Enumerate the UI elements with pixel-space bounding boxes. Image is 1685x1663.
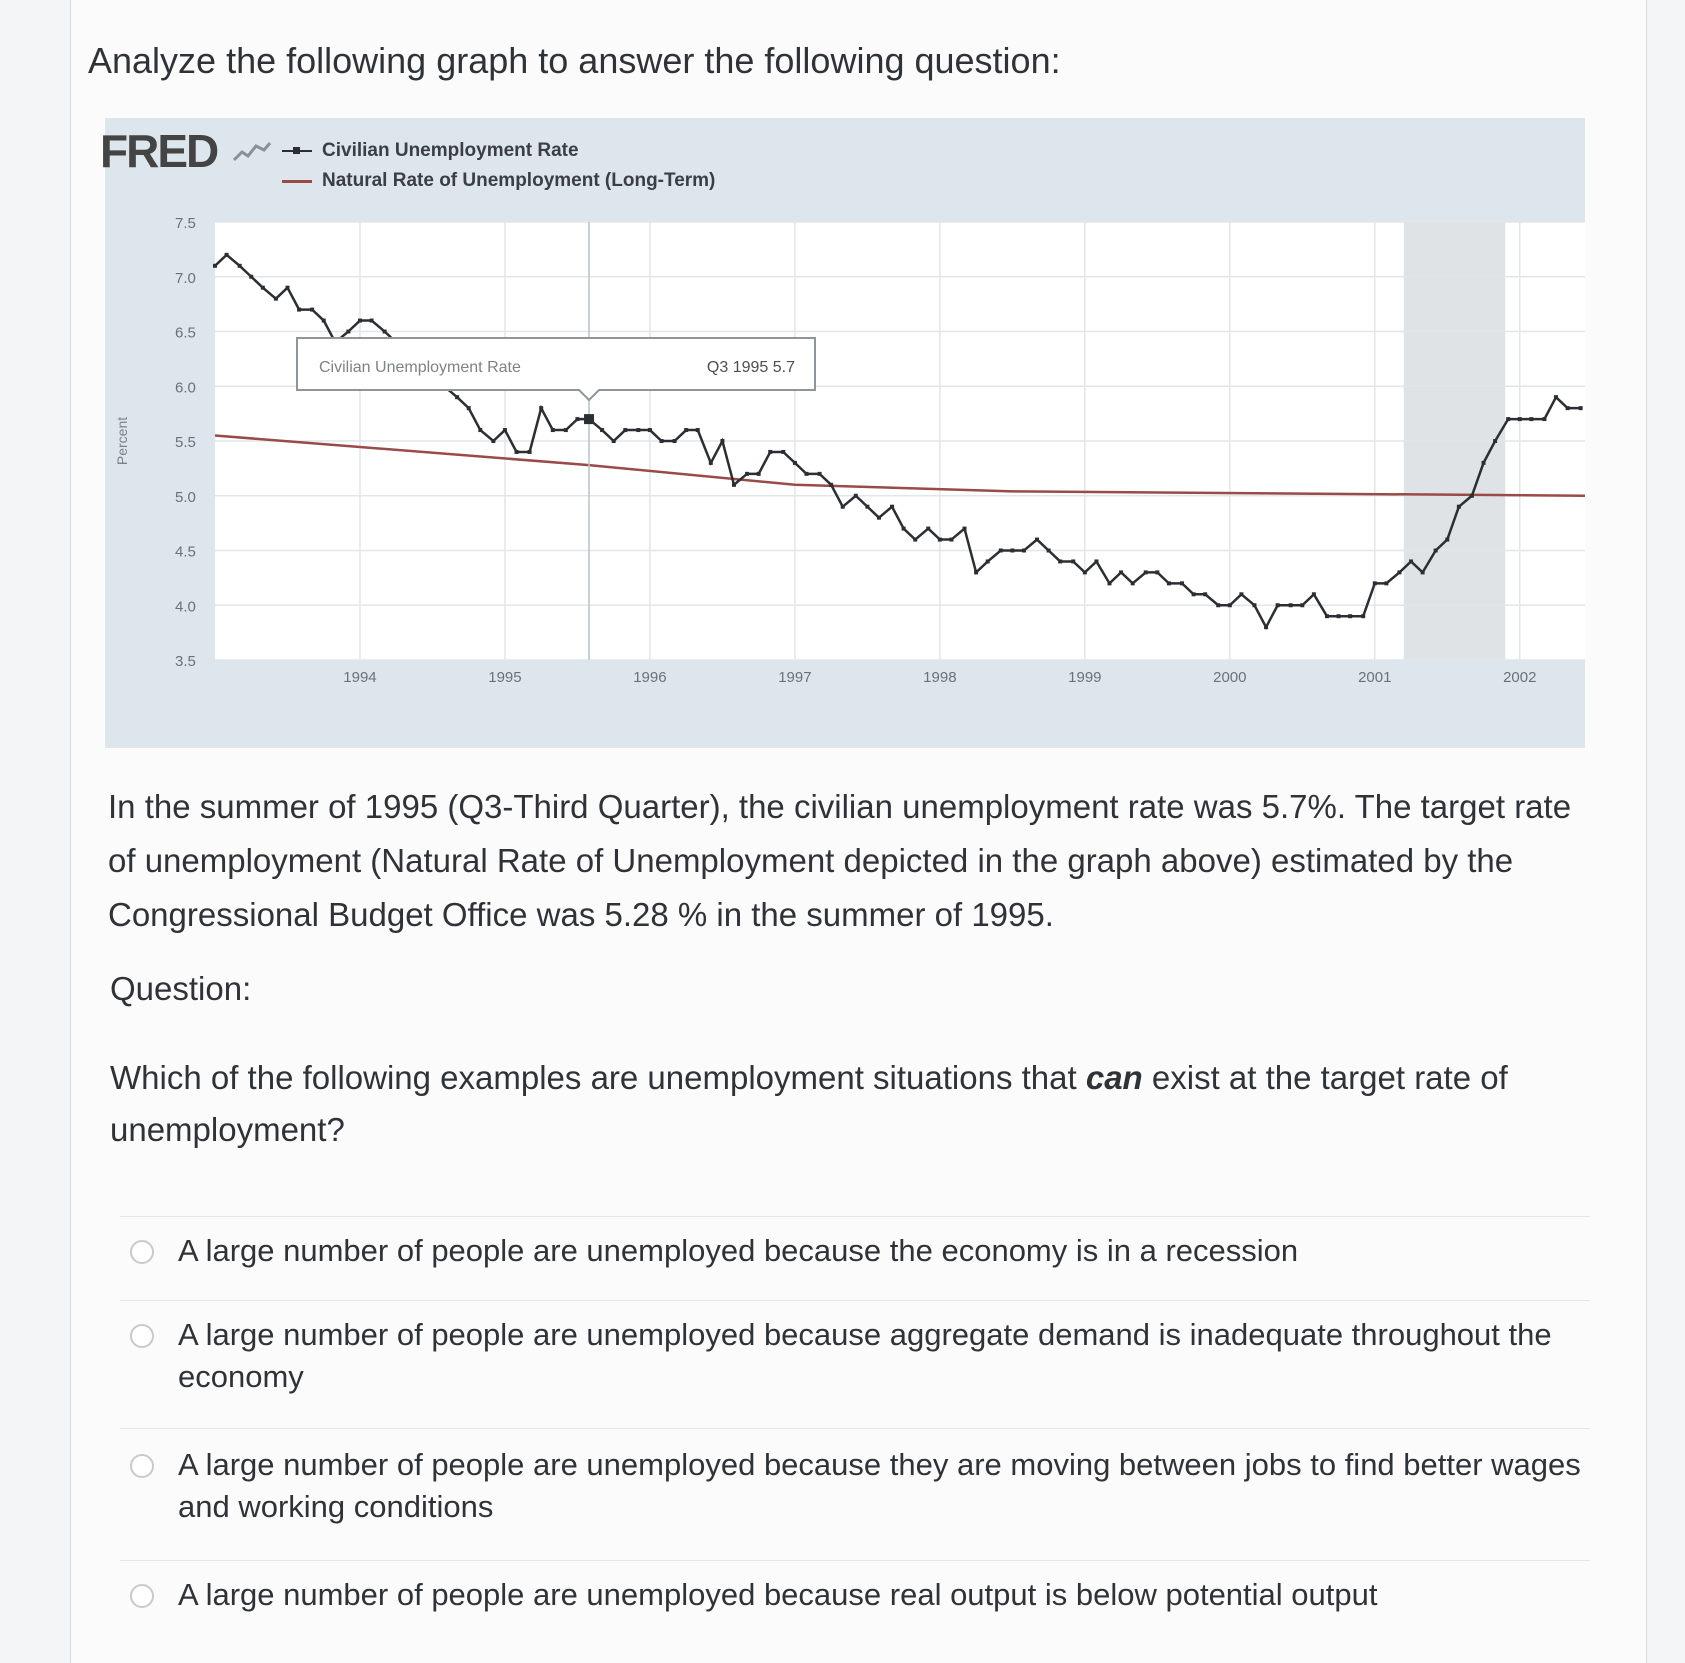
unemployment-data-point — [854, 494, 858, 498]
unemployment-data-point — [938, 538, 942, 542]
unemployment-data-point — [1434, 549, 1438, 553]
unemployment-data-point — [322, 319, 326, 323]
unemployment-data-point — [1216, 603, 1220, 607]
unemployment-data-point — [1119, 570, 1123, 574]
unemployment-data-point — [238, 264, 242, 268]
divider — [120, 1216, 1590, 1217]
divider — [120, 1428, 1590, 1429]
unemployment-data-point — [600, 428, 604, 432]
unemployment-data-point — [1131, 581, 1135, 585]
unemployment-data-point — [1470, 494, 1474, 498]
unemployment-data-point — [974, 570, 978, 574]
answer-option-1[interactable] — [120, 1230, 1590, 1272]
unemployment-data-point — [1203, 592, 1207, 596]
x-tick-label: 2001 — [1358, 669, 1392, 686]
unemployment-data-point — [478, 428, 482, 432]
unemployment-data-point — [793, 461, 797, 465]
unemployment-data-point — [745, 472, 749, 476]
unemployment-data-point — [1506, 417, 1510, 421]
x-tick-label: 1994 — [343, 669, 377, 686]
unemployment-data-point — [1421, 570, 1425, 574]
unemployment-data-point — [383, 330, 387, 334]
unemployment-data-point — [1518, 417, 1522, 421]
prompt-heading: Analyze the following graph to answer the following question: — [88, 40, 1061, 81]
unemployment-data-point — [1107, 581, 1111, 585]
question-emphasis: can — [1085, 1059, 1143, 1096]
answer-option-label: A large number of people are unemployed because they are moving between jobs to find better wages and working conditions — [178, 1447, 1581, 1524]
unemployment-data-point — [1047, 549, 1051, 553]
unemployment-data-point — [358, 319, 362, 323]
unemployment-data-point — [1083, 570, 1087, 574]
unemployment-data-point — [999, 549, 1003, 553]
unemployment-data-point — [297, 308, 301, 312]
y-tick-label: 4.0 — [175, 598, 196, 616]
unemployment-data-point — [1384, 581, 1388, 585]
unemployment-data-point — [249, 275, 253, 279]
unemployment-data-point — [1010, 549, 1014, 553]
answer-option-4[interactable] — [120, 1574, 1590, 1616]
radio-button[interactable] — [130, 1324, 154, 1348]
unemployment-line-chart[interactable] — [105, 190, 1585, 735]
unemployment-data-point — [539, 406, 543, 410]
unemployment-data-point — [709, 461, 713, 465]
unemployment-data-point — [890, 505, 894, 509]
radio-button[interactable] — [130, 1454, 154, 1478]
unemployment-data-point — [346, 330, 350, 334]
unemployment-data-point — [781, 450, 785, 454]
unemployment-data-point — [684, 428, 688, 432]
unemployment-data-point — [804, 472, 808, 476]
unemployment-data-point — [1192, 592, 1196, 596]
unemployment-data-point — [1180, 581, 1184, 585]
unemployment-data-point — [1554, 395, 1558, 399]
x-tick-label: 1996 — [633, 669, 667, 686]
unemployment-data-point — [829, 483, 833, 487]
x-tick-label: 2000 — [1213, 669, 1247, 686]
answer-option-3[interactable] — [120, 1444, 1590, 1528]
answer-option-label: A large number of people are unemployed because the economy is in a recession — [178, 1233, 1299, 1268]
unemployment-data-point — [1312, 592, 1316, 596]
y-tick-label: 6.0 — [175, 379, 196, 397]
answer-option-label: A large number of people are unemployed because aggregate demand is inadequate throughout the economy — [178, 1317, 1552, 1394]
question-text — [110, 1052, 1570, 1156]
y-tick-label: 7.0 — [175, 269, 196, 287]
legend-marker-line-dot — [282, 150, 312, 152]
unemployment-data-point — [310, 308, 314, 312]
unemployment-data-point — [551, 428, 555, 432]
unemployment-data-point — [1094, 559, 1098, 563]
unemployment-data-point — [818, 472, 822, 476]
unemployment-data-point — [1482, 461, 1486, 465]
unemployment-data-point — [757, 472, 761, 476]
question-label: Question: — [110, 970, 252, 1007]
unemployment-data-point — [503, 428, 507, 432]
unemployment-data-point — [949, 538, 953, 542]
highlighted-data-point — [584, 414, 594, 424]
y-tick-label: 6.5 — [175, 324, 196, 342]
unemployment-data-point — [370, 319, 374, 323]
unemployment-data-point — [1542, 417, 1546, 421]
unemployment-data-point — [902, 527, 906, 531]
unemployment-data-point — [913, 538, 917, 542]
unemployment-data-point — [1361, 614, 1365, 618]
y-tick-label: 4.5 — [175, 543, 196, 561]
divider — [120, 1560, 1590, 1561]
question-text-part: exist at the target rate of unemployment? — [110, 1059, 1508, 1148]
unemployment-data-point — [1252, 603, 1256, 607]
context-paragraph: In the summer of 1995 (Q3-Third Quarter), the civilian unemployment rate was 5.7%. The target rate of unemployment (Natural Rate of Unemployment depicted in the graph above) estimated by the Congressional Budget Office was 5.28 % in the summer of 1995. — [108, 788, 1572, 933]
unemployment-data-point — [1325, 614, 1329, 618]
unemployment-data-point — [1457, 505, 1461, 509]
x-tick-label: 2002 — [1503, 669, 1537, 686]
radio-button[interactable] — [130, 1240, 154, 1264]
unemployment-data-point — [1445, 538, 1449, 542]
tooltip-series-name: Civilian Unemployment Rate — [319, 359, 521, 376]
unemployment-data-point — [575, 417, 579, 421]
unemployment-data-point — [660, 439, 664, 443]
unemployment-data-point — [491, 439, 495, 443]
unemployment-data-point — [528, 450, 532, 454]
unemployment-data-point — [1276, 603, 1280, 607]
unemployment-data-point — [1300, 603, 1304, 607]
unemployment-data-point — [1228, 603, 1232, 607]
legend-marker-line — [282, 180, 312, 183]
unemployment-data-point — [720, 439, 724, 443]
fred-logo: FRED — [100, 125, 218, 177]
tooltip-value: Q3 1995 5.7 — [706, 359, 795, 376]
legend-label: Civilian Unemployment Rate — [322, 140, 579, 161]
unemployment-data-point — [1337, 614, 1341, 618]
x-tick-label: 1999 — [1068, 669, 1102, 686]
unemployment-data-point — [1397, 570, 1401, 574]
unemployment-data-point — [841, 505, 845, 509]
unemployment-data-point — [1566, 406, 1570, 410]
unemployment-data-point — [1579, 406, 1583, 410]
unemployment-data-point — [636, 428, 640, 432]
y-tick-label: 5.5 — [175, 434, 196, 451]
unemployment-data-point — [1071, 559, 1075, 563]
unemployment-data-point — [963, 527, 967, 531]
unemployment-data-point — [467, 406, 471, 410]
unemployment-data-point — [1493, 439, 1497, 443]
y-axis-title: Percent — [114, 416, 130, 466]
unemployment-data-point — [926, 527, 930, 531]
unemployment-data-point — [696, 428, 700, 432]
unemployment-data-point — [1239, 592, 1243, 596]
unemployment-data-point — [1155, 570, 1159, 574]
unemployment-data-point — [1144, 570, 1148, 574]
unemployment-data-point — [732, 483, 736, 487]
question-text-part: Which of the following examples are unemployment situations that — [110, 1059, 1086, 1096]
y-tick-label: 3.5 — [175, 653, 196, 670]
legend-label: Natural Rate of Unemployment (Long-Term) — [322, 170, 716, 191]
unemployment-data-point — [261, 286, 265, 290]
divider — [120, 1300, 1590, 1301]
unemployment-data-point — [1035, 538, 1039, 542]
unemployment-data-point — [877, 516, 881, 520]
unemployment-data-point — [623, 428, 627, 432]
chart-legend — [282, 136, 715, 196]
unemployment-data-point — [1373, 581, 1377, 585]
radio-button[interactable] — [130, 1584, 154, 1608]
unemployment-data-point — [1348, 614, 1352, 618]
unemployment-data-point — [1022, 549, 1026, 553]
unemployment-data-point — [285, 286, 289, 290]
unemployment-data-point — [673, 439, 677, 443]
legend-item-unemployment — [282, 136, 715, 166]
x-tick-label: 1995 — [488, 669, 522, 686]
unemployment-data-point — [986, 559, 990, 563]
unemployment-data-point — [768, 450, 772, 454]
unemployment-data-point — [564, 428, 568, 432]
answer-option-label: A large number of people are unemployed because real output is below potential output — [178, 1577, 1378, 1612]
y-tick-label: 5.0 — [175, 488, 196, 506]
unemployment-data-point — [1264, 625, 1268, 629]
unemployment-data-point — [213, 264, 217, 268]
answer-option-2[interactable] — [120, 1314, 1590, 1398]
unemployment-data-point — [515, 450, 519, 454]
fred-chart-icon — [232, 140, 272, 162]
unemployment-data-point — [865, 505, 869, 509]
unemployment-data-point — [1409, 559, 1413, 563]
y-tick-label: 7.5 — [175, 215, 196, 232]
unemployment-data-point — [1289, 603, 1293, 607]
x-tick-label: 1998 — [923, 669, 957, 686]
unemployment-data-point — [274, 297, 278, 301]
unemployment-data-point — [1167, 581, 1171, 585]
unemployment-data-point — [1058, 559, 1062, 563]
unemployment-data-point — [455, 395, 459, 399]
x-tick-label: 1997 — [778, 669, 812, 686]
unemployment-data-point — [1529, 417, 1533, 421]
unemployment-data-point — [612, 439, 616, 443]
unemployment-data-point — [225, 253, 229, 257]
unemployment-data-point — [648, 428, 652, 432]
